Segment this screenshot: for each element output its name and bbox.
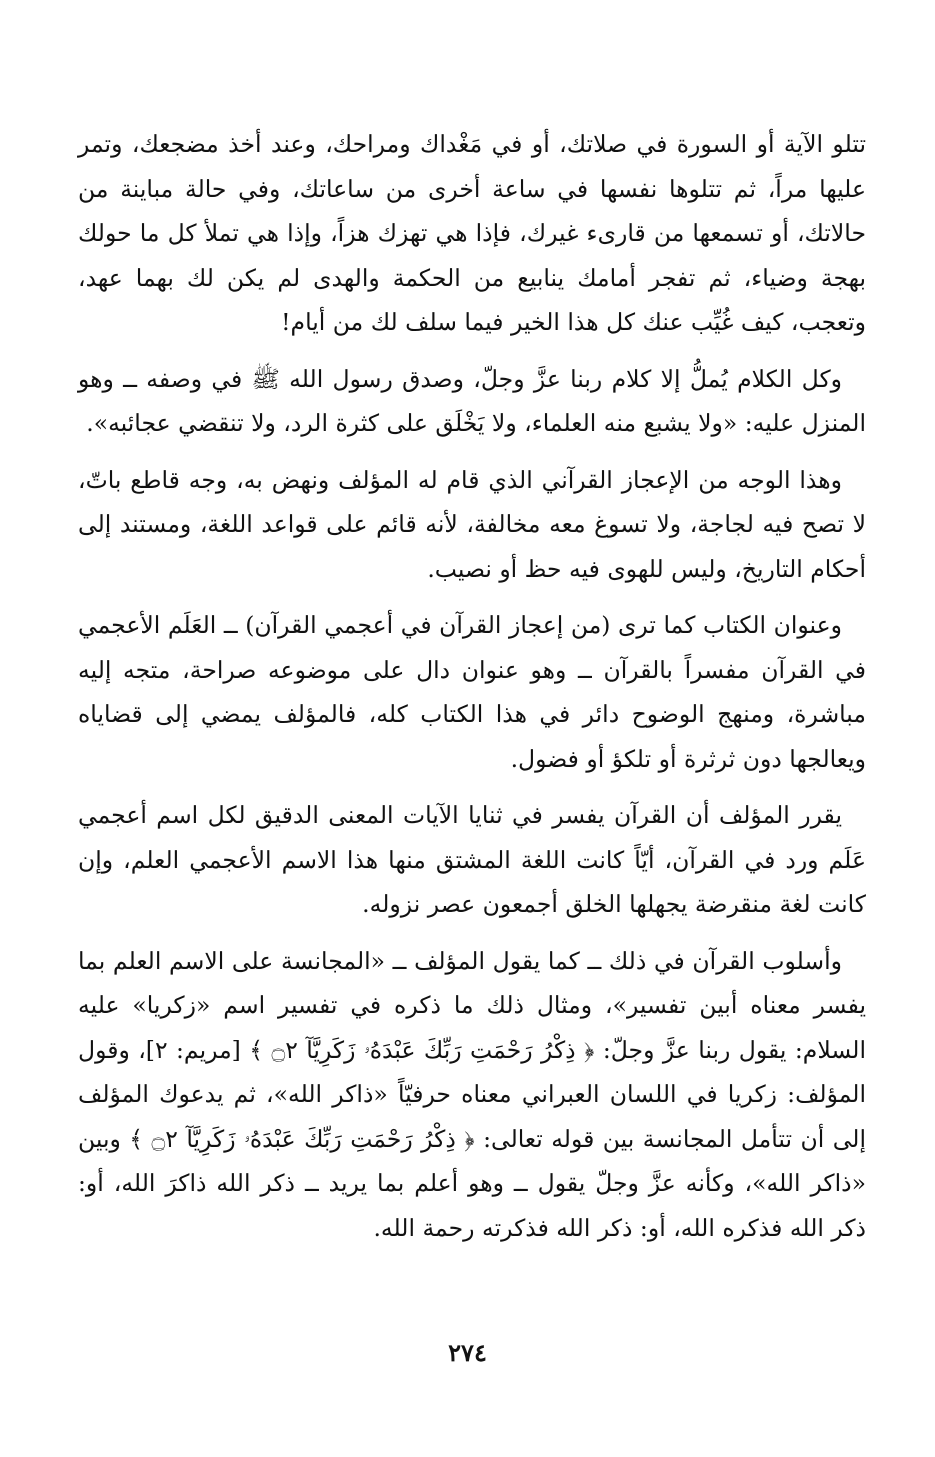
paragraph-2: وكل الكلام يُملُّ إلا كلام ربنا عزَّ وجلّ، وصدق رسول الله ﷺ في وصفه ــ وهو المنزل عليه: «ولا يشبع منه العلماء، ولا يَخْلَق على كثرة الرد، ولا تنقضي عجائبه». [78,364,866,437]
paragraph-1: تتلو الآية أو السورة في صلاتك، أو في مَغْداك ومراحك، وعند أخذ مضجعك، وتمر عليها مراً، ثم تتلوها نفسها في ساعة أخرى من ساعاتك، وفي حالة مباينة من حالاتك، أو تسمعها من قارىء غيرك، فإذا هي تهزك هزاً، وإذا هي تملأ كل ما حولك بهجة وضياء، ثم تفجر أمامك ينابيع من الحكمة والهدى لم يكن لك بهما عهد، وتعجب، كيف غُيِّب عنك كل هذا الخير فيما سلف لك من أيام! [78,130,866,336]
paragraph-6: وأسلوب القرآن في ذلك ــ كما يقول المؤلف ــ «المجانسة على الاسم العلم بما يفسر معناه أبين تفسير»، ومثال ذلك ما ذكره في تفسير اسم «زكريا» عليه السلام: يقول ربنا عزَّ وجلّ: ﴿ ذِكْرُ رَحْمَتِ رَبِّكَ عَبْدَهُۥ زَكَرِيَّآ ۝٢ ﴾ [مريم: ٢]، وقول المؤلف: زكريا في اللسان العبراني معناه حرفيّاً «ذاكر الله»، ثم يدعوك المؤلف إلى أن تتأمل المجانسة بين قوله تعالى: ﴿ ذِكْرُ رَحْمَتِ رَبِّكَ عَبْدَهُۥ زَكَرِيَّآ ۝٢ ﴾ وبين «ذاكر الله»، وكأنه عزَّ وجلّ يقول ــ وهو أعلم بما يريد ــ ذكر الله ذاكرَ الله، أو: ذكر الله فذكره الله، أو: ذكر الله فذكرته رحمة الله. [78,946,866,1242]
page-body [78,122,866,1262]
paragraph-4: وعنوان الكتاب كما ترى (من إعجاز القرآن في أعجمي القرآن) ــ العَلَم الأعجمي في القرآن مفسراً بالقرآن ــ وهو عنوان دال على موضوعه صراحة، متجه إليه مباشرة، ومنهج الوضوح دائر في هذا الكتاب كله، فالمؤلف يمضي إلى قضاياه ويعالجها دون ثرثرة أو تلكؤ أو فضول. [78,611,866,773]
page-number: ٢٧٤ [448,1338,487,1367]
paragraph-5: يقرر المؤلف أن القرآن يفسر في ثنايا الآيات المعنى الدقيق لكل اسم أعجمي عَلَم ورد في القرآن، أيّاً كانت اللغة المشتق منها هذا الاسم الأعجمي العلم، وإن كانت لغة منقرضة يجهلها الخلق أجمعون عصر نزوله. [78,801,866,918]
paragraph-3: وهذا الوجه من الإعجاز القرآني الذي قام له المؤلف ونهض به، وجه قاطع باتّ، لا تصح فيه لجاجة، ولا تسوغ معه مخالفة، لأنه قائم على قواعد اللغة، ومستند إلى أحكام التاريخ، وليس للهوى فيه حظ أو نصيب. [78,465,866,583]
